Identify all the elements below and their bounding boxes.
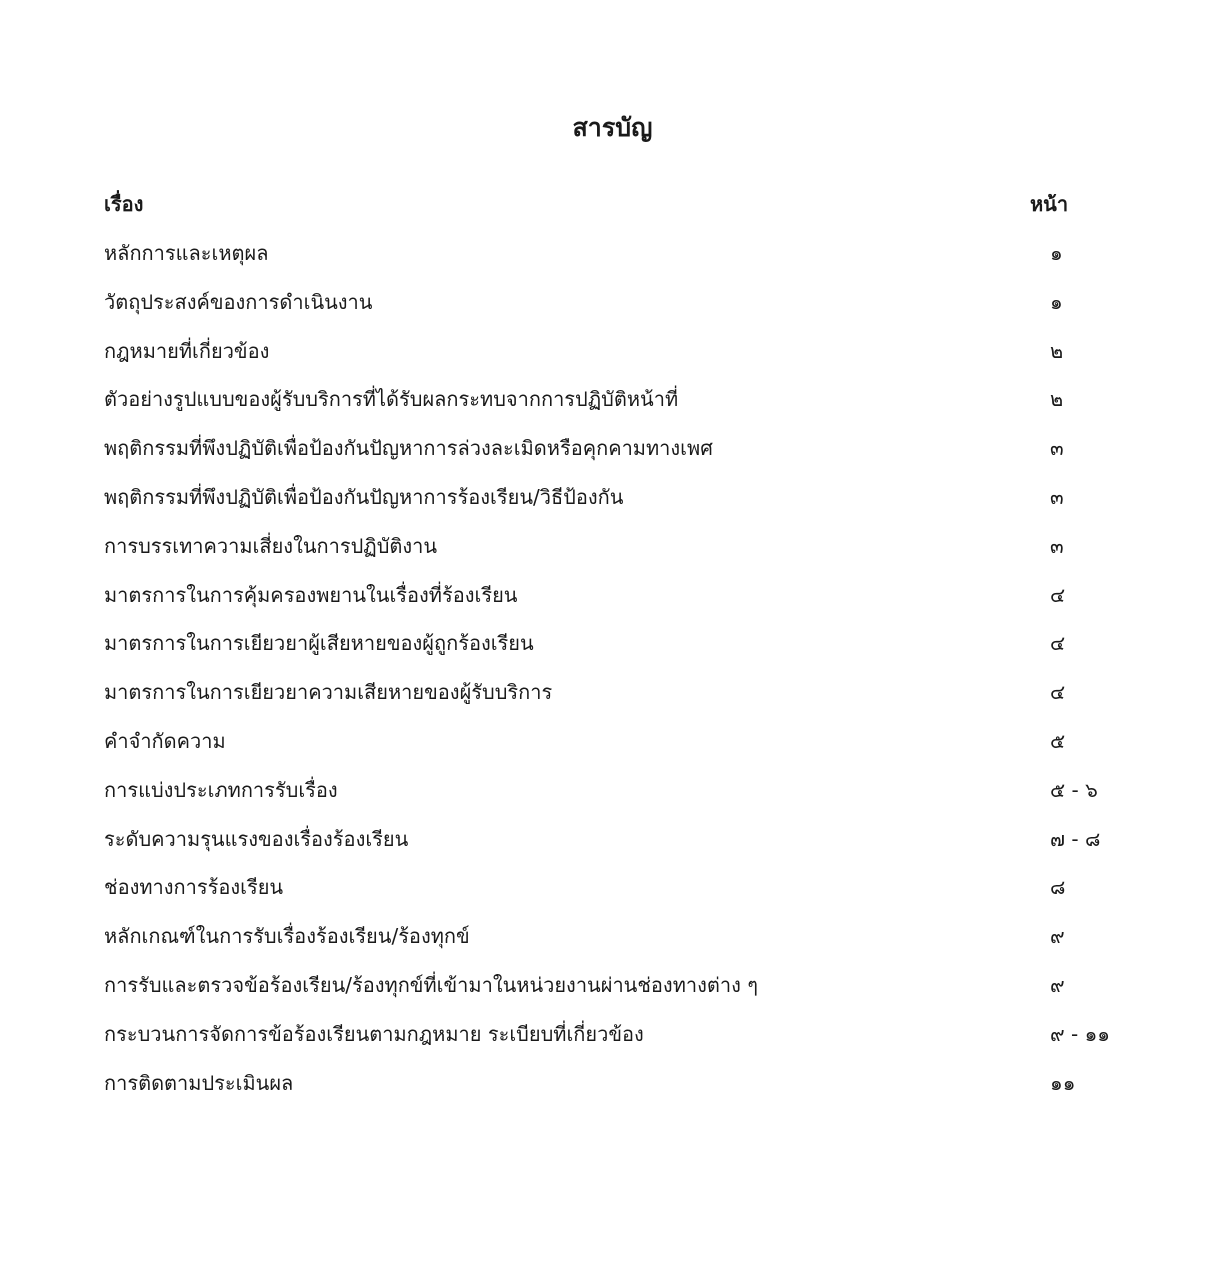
toc-entry: [104, 233, 1154, 282]
toc-entry: [104, 867, 1154, 916]
toc-entry: [104, 1063, 1154, 1112]
toc-header-topic: เรื่อง: [104, 192, 144, 216]
toc-entry: [104, 331, 1154, 380]
toc-entry: [104, 379, 1154, 428]
toc-entry-page: ๔: [1050, 631, 1066, 656]
toc-entry: [104, 428, 1154, 477]
toc-entry-title: พฤติกรรมที่พึงปฏิบัติเพื่อป้องกันปัญหาการล่วงละเมิดหรือคุกคามทางเพศ: [104, 436, 713, 461]
toc-entry: [104, 819, 1154, 868]
toc-entry-page: ๓: [1050, 436, 1064, 461]
toc-entry-page: ๙: [1050, 972, 1065, 997]
toc-entry-page: ๘: [1050, 875, 1066, 900]
toc-entry-page: ๕: [1050, 728, 1066, 753]
toc-entry-page: ๒: [1050, 338, 1064, 363]
toc-entry-title: ตัวอย่างรูปแบบของผู้รับบริการที่ได้รับผลกระทบจากการปฏิบัติหน้าที่: [104, 387, 679, 412]
toc-entry: [104, 282, 1154, 331]
toc-entry: [104, 623, 1154, 672]
toc-entry-title: การติดตามประเมินผล: [104, 1070, 294, 1095]
toc-entry-page: ๗ - ๘: [1050, 826, 1101, 851]
toc-entry-title: คำจำกัดความ: [104, 728, 226, 753]
toc-entry-page: ๓: [1050, 533, 1064, 558]
toc-entry-title: ช่องทางการร้องเรียน: [104, 875, 284, 900]
toc-entry-title: หลักการและเหตุผล: [104, 241, 269, 265]
toc-entry-page: ๑๑: [1050, 1070, 1076, 1095]
toc-entry-title: พฤติกรรมที่พึงปฏิบัติเพื่อป้องกันปัญหาการร้องเรียน/วิธีป้องกัน: [104, 484, 624, 509]
toc-entry: [104, 526, 1154, 575]
toc-entry-page: ๔: [1050, 582, 1066, 607]
toc-entry: [104, 477, 1154, 526]
toc-entry-title: กฎหมายที่เกี่ยวข้อง: [104, 338, 270, 363]
toc-entry-page: ๕ - ๖: [1050, 777, 1098, 802]
toc-entry: [104, 770, 1154, 819]
toc-entry-page: ๓: [1050, 484, 1064, 509]
toc-entry-title: มาตรการในการเยียวยาผู้เสียหายของผู้ถูกร้องเรียน: [104, 631, 534, 656]
toc-entry-page: ๒: [1050, 387, 1064, 412]
toc-entry: [104, 672, 1154, 721]
toc-entry: [104, 916, 1154, 965]
toc-entry-title: การบรรเทาความเสี่ยงในการปฏิบัติงาน: [104, 533, 438, 558]
toc-entry-title: ระดับความรุนแรงของเรื่องร้องเรียน: [104, 826, 409, 851]
toc-header: [104, 184, 1104, 224]
toc-entry: [104, 1014, 1154, 1063]
toc-entry-title: มาตรการในการคุ้มครองพยานในเรื่องที่ร้องเรียน: [104, 582, 518, 607]
toc-header-page: หน้า: [1030, 192, 1069, 216]
toc-entry-page: ๙ - ๑๑: [1050, 1021, 1110, 1046]
toc-entry-page: ๙: [1050, 924, 1065, 949]
toc-entry: [104, 575, 1154, 624]
toc-entry-title: หลักเกณฑ์ในการรับเรื่องร้องเรียน/ร้องทุกข์: [104, 924, 470, 949]
page-title: สารบัญ: [572, 113, 653, 142]
toc-entry-title: วัตถุประสงค์ของการดำเนินงาน: [104, 289, 373, 314]
toc-entry: [104, 721, 1154, 770]
toc-entry-title: การรับและตรวจข้อร้องเรียน/ร้องทุกข์ที่เข้ามาในหน่วยงานผ่านช่องทางต่าง ๆ: [104, 972, 758, 997]
toc-entry-title: กระบวนการจัดการข้อร้องเรียนตามกฎหมาย ระเบียบที่เกี่ยวข้อง: [104, 1021, 644, 1046]
toc-entry-page: ๑: [1050, 289, 1063, 314]
toc-entry: [104, 965, 1154, 1014]
toc-entry-page: ๑: [1050, 241, 1063, 265]
toc-entry-title: มาตรการในการเยียวยาความเสียหายของผู้รับบริการ: [104, 680, 553, 705]
toc-list: [104, 233, 1154, 1111]
toc-entry-title: การแบ่งประเภทการรับเรื่อง: [104, 777, 338, 802]
toc-entry-page: ๔: [1050, 680, 1066, 705]
